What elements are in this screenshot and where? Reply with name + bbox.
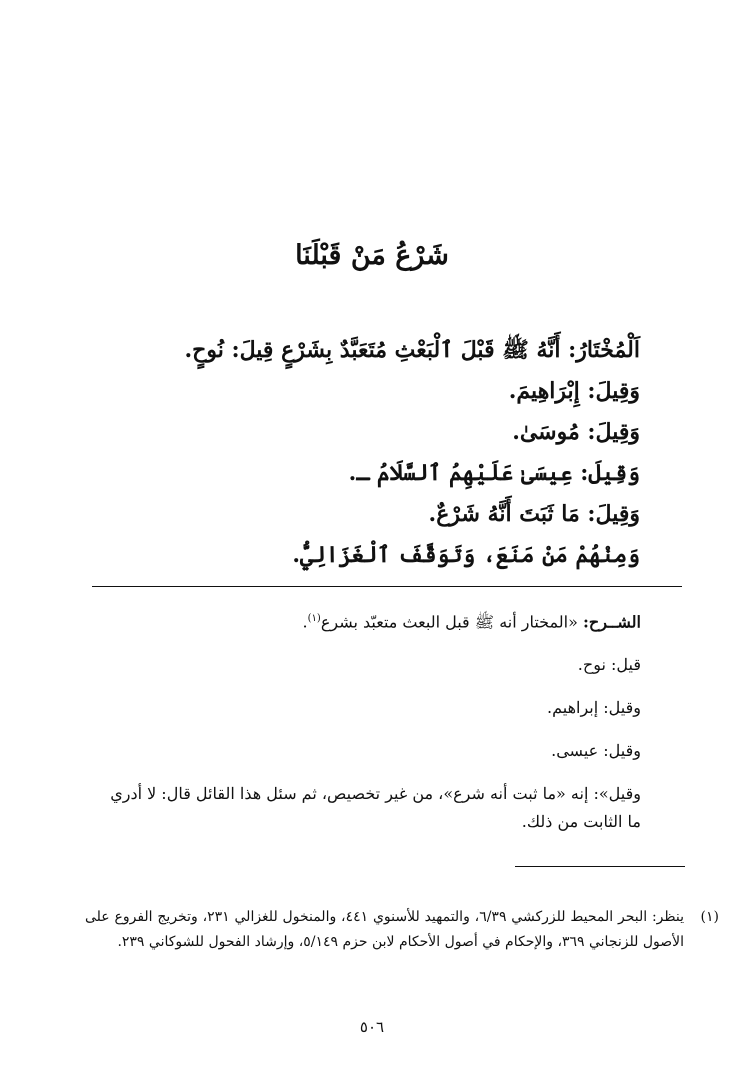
sharh-line: وقيل: عيسى.	[551, 741, 641, 761]
sharh-line: وقيل: إبراهيم.	[547, 698, 641, 718]
matn-line: وَقِيلَ: إِبْرَاهِيمَ.	[508, 378, 640, 404]
footnote-text: ينظر: البحر المحيط للزركشي ٦/٣٩، والتمهيد للأسنوي ٤٤١، والمنخول للغزالي ٢٣١، وتخريج الفروع على الأصول للزنجاني ٣٦٩، والإحكام في أصول الأحكام لابن حزم ٥/١٤٩، وإرشاد الفحول للشوكاني ٢٣٩.	[85, 909, 684, 950]
matn-line: اَلْمُخْتَارُ: أَنَّهُ ﷺ قَبْلَ ٱلْبَعْثِ مُتَعَبَّدٌ بِشَرْعٍ قِيلَ: نُوحٍ.	[184, 337, 640, 363]
sharh-line: قيل: نوح.	[577, 655, 641, 675]
matn-line: وَقِيلَ: عِيسَىٰ عَلَيْهِمُ ٱلسَّلَامُ ـ.	[348, 460, 640, 486]
sharh-paragraph: وقيل»: إنه «ما ثبت أنه شرع»، من غير تخصيص، ثم سئل هذا القائل قال: لا أدري	[110, 784, 641, 804]
sharh-quote-end: .	[302, 612, 308, 632]
matn-line: وَقِيلَ: مَا ثَبَتَ أَنَّهُ شَرْعٌ.	[428, 501, 640, 527]
matn-line: وَمِنْهُمْ مَنْ مَنَعَ، وَتَوَقَّفَ ٱلْغَزَالِيُّ.	[292, 542, 640, 568]
sharh-commentary	[60, 605, 641, 851]
footnote	[85, 905, 719, 955]
footnote-number: (١)	[700, 909, 719, 925]
chapter-title: شَرْعُ مَنْ قَبْلَنَا	[295, 240, 449, 271]
sharh-first-line	[60, 605, 641, 636]
page-number: ٥٠٦	[359, 1018, 385, 1036]
matn-text	[60, 330, 640, 576]
matn-line: وَقِيلَ: مُوسَىٰ.	[512, 419, 640, 445]
section-divider	[92, 586, 682, 587]
sharh-label: الشــرح:	[582, 612, 641, 632]
footnote-divider	[515, 866, 685, 867]
sharh-quote: «المختار أنه ﷺ قبل البعث متعبّد بشرع	[320, 612, 578, 632]
sharh-paragraph-cont: ما الثابت من ذلك.	[521, 812, 641, 832]
footnote-ref[interactable]: (١)	[307, 613, 321, 624]
